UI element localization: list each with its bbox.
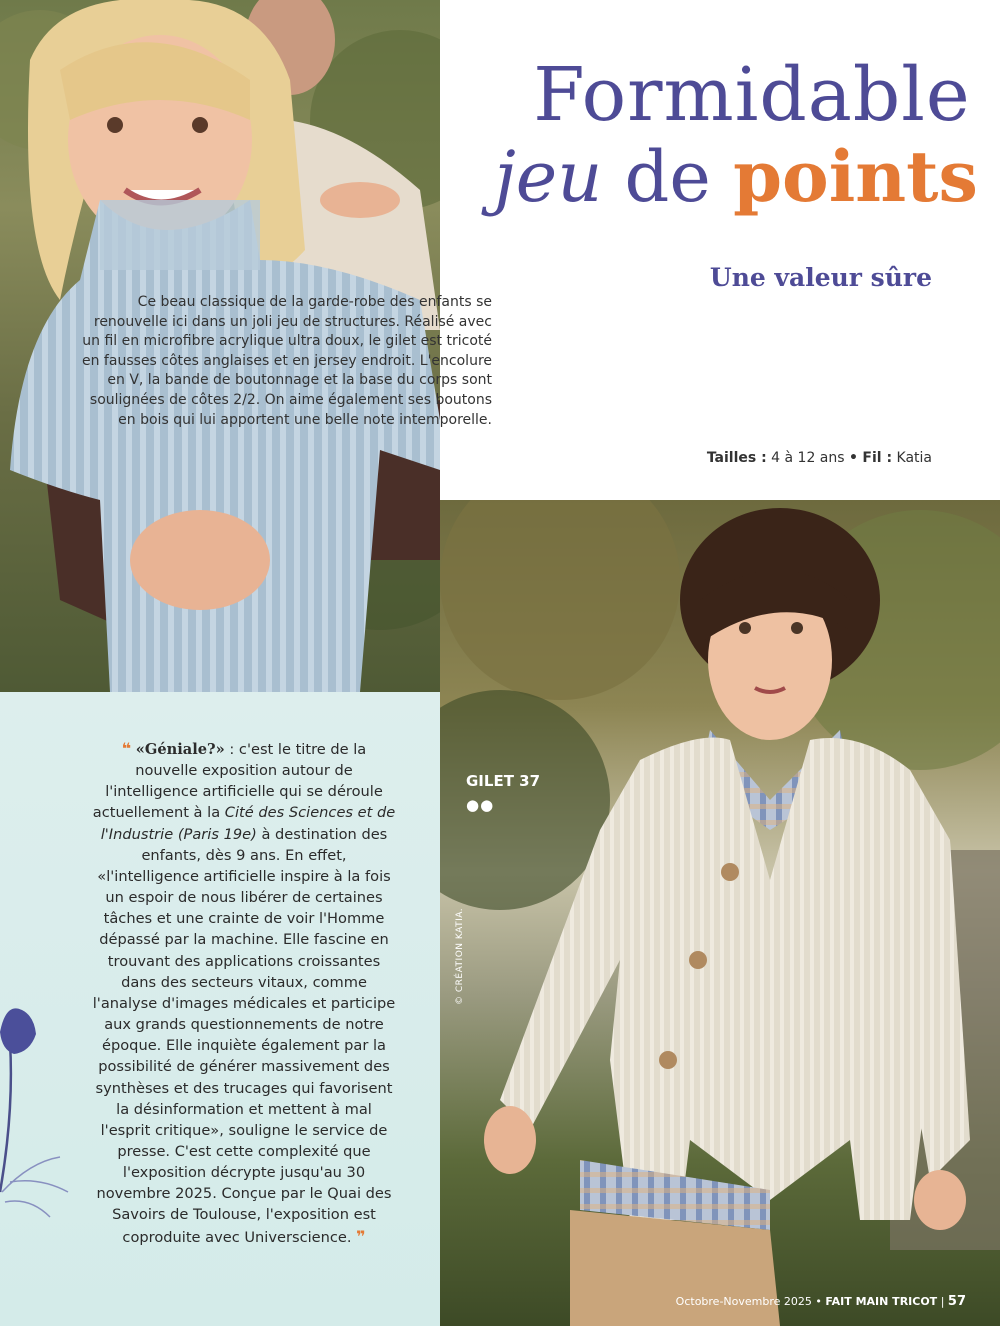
title-word-points: points — [733, 135, 978, 218]
page-title-line2 — [476, 135, 996, 218]
page-footer — [676, 1294, 966, 1309]
footer-divider: | — [940, 1295, 945, 1308]
section-subtitle: Une valeur sûre — [709, 263, 932, 292]
quote-close-icon: ❞ — [356, 1226, 366, 1246]
quote-box — [0, 692, 440, 1326]
yarn-label: Fil : — [862, 450, 893, 466]
photo-boy-cardigan — [440, 500, 1000, 1326]
page-number: 57 — [947, 1294, 966, 1309]
title-block — [440, 0, 1000, 500]
quote-part2: à destination des enfants, dès 9 ans. En effet, «l'intelligence artificielle inspire à la fois un espoir de nous libérer de certaines tâches et une crainte de voir l'Homme dépassé par la machine. Elle fascine en trouvant des applications croissantes dans des secteurs vitaux, comme l'analyse d'images médicales et participe aux grands questionnements de notre époque. Elle inquiète également par la possibilité de générer massivement des synthèses et des trucages qui favorisent la désinformation et mettent à mal l'esprit critique», souligne le service de presse. C'est cette complexité que l'exposition décrypte jusqu'au 30 novembre 2025. Conçue par le Quai des Savoirs de Toulouse, l'exposition est coproduite avec Universcience. — [92, 825, 396, 1246]
sizes-value: 4 à 12 ans — [771, 450, 845, 466]
quote-open-icon: ❝ — [121, 739, 132, 758]
yarn-value: Katia — [896, 450, 932, 466]
photo-boy-illustration — [440, 500, 1000, 1326]
title-word-de: de — [624, 136, 711, 218]
photo-credit: © CRÉATION KATIA. — [455, 907, 465, 1005]
footer-bullet: • — [815, 1295, 822, 1308]
footer-publication: FAIT MAIN TRICOT — [825, 1295, 938, 1308]
gilet-label: GILET 37 — [466, 772, 541, 790]
footer-issue: Octobre-Novembre 2025 — [675, 1295, 812, 1308]
quote-part1: : c'est le titre de la nouvelle exposition autour de l'intelligence artificielle qui se déroule actuellement à la — [92, 741, 383, 822]
difficulty-dots-icon: ●● — [466, 796, 495, 814]
flower-illustration — [0, 992, 80, 1222]
intro-paragraph: Ce beau classique de la garde-robe des enfants se renouvelle ici dans un joli jeu de structures. Réalisé avec un fil en microfibre acrylique ultra doux, le gilet est tricoté en fausses côtes anglaises et en jersey endroit. L'encolure en V, la bande de boutonnage et la base du corps sont soulignées de côtes 2/2. On aime également ses boutons en bois qui lui apportent une belle note intemporelle. — [82, 294, 492, 428]
quote-title: «Géniale?» — [135, 741, 225, 758]
quote-text — [92, 738, 396, 1248]
pattern-specs — [707, 450, 932, 466]
page-title-line1: Formidable — [533, 52, 971, 138]
specs-separator: • — [849, 450, 858, 466]
title-word-jeu: jeu — [494, 136, 603, 218]
sizes-label: Tailles : — [706, 450, 767, 466]
quote-venue: Cité des Sciences et de l'Industrie (Paris 19e) — [100, 804, 396, 843]
